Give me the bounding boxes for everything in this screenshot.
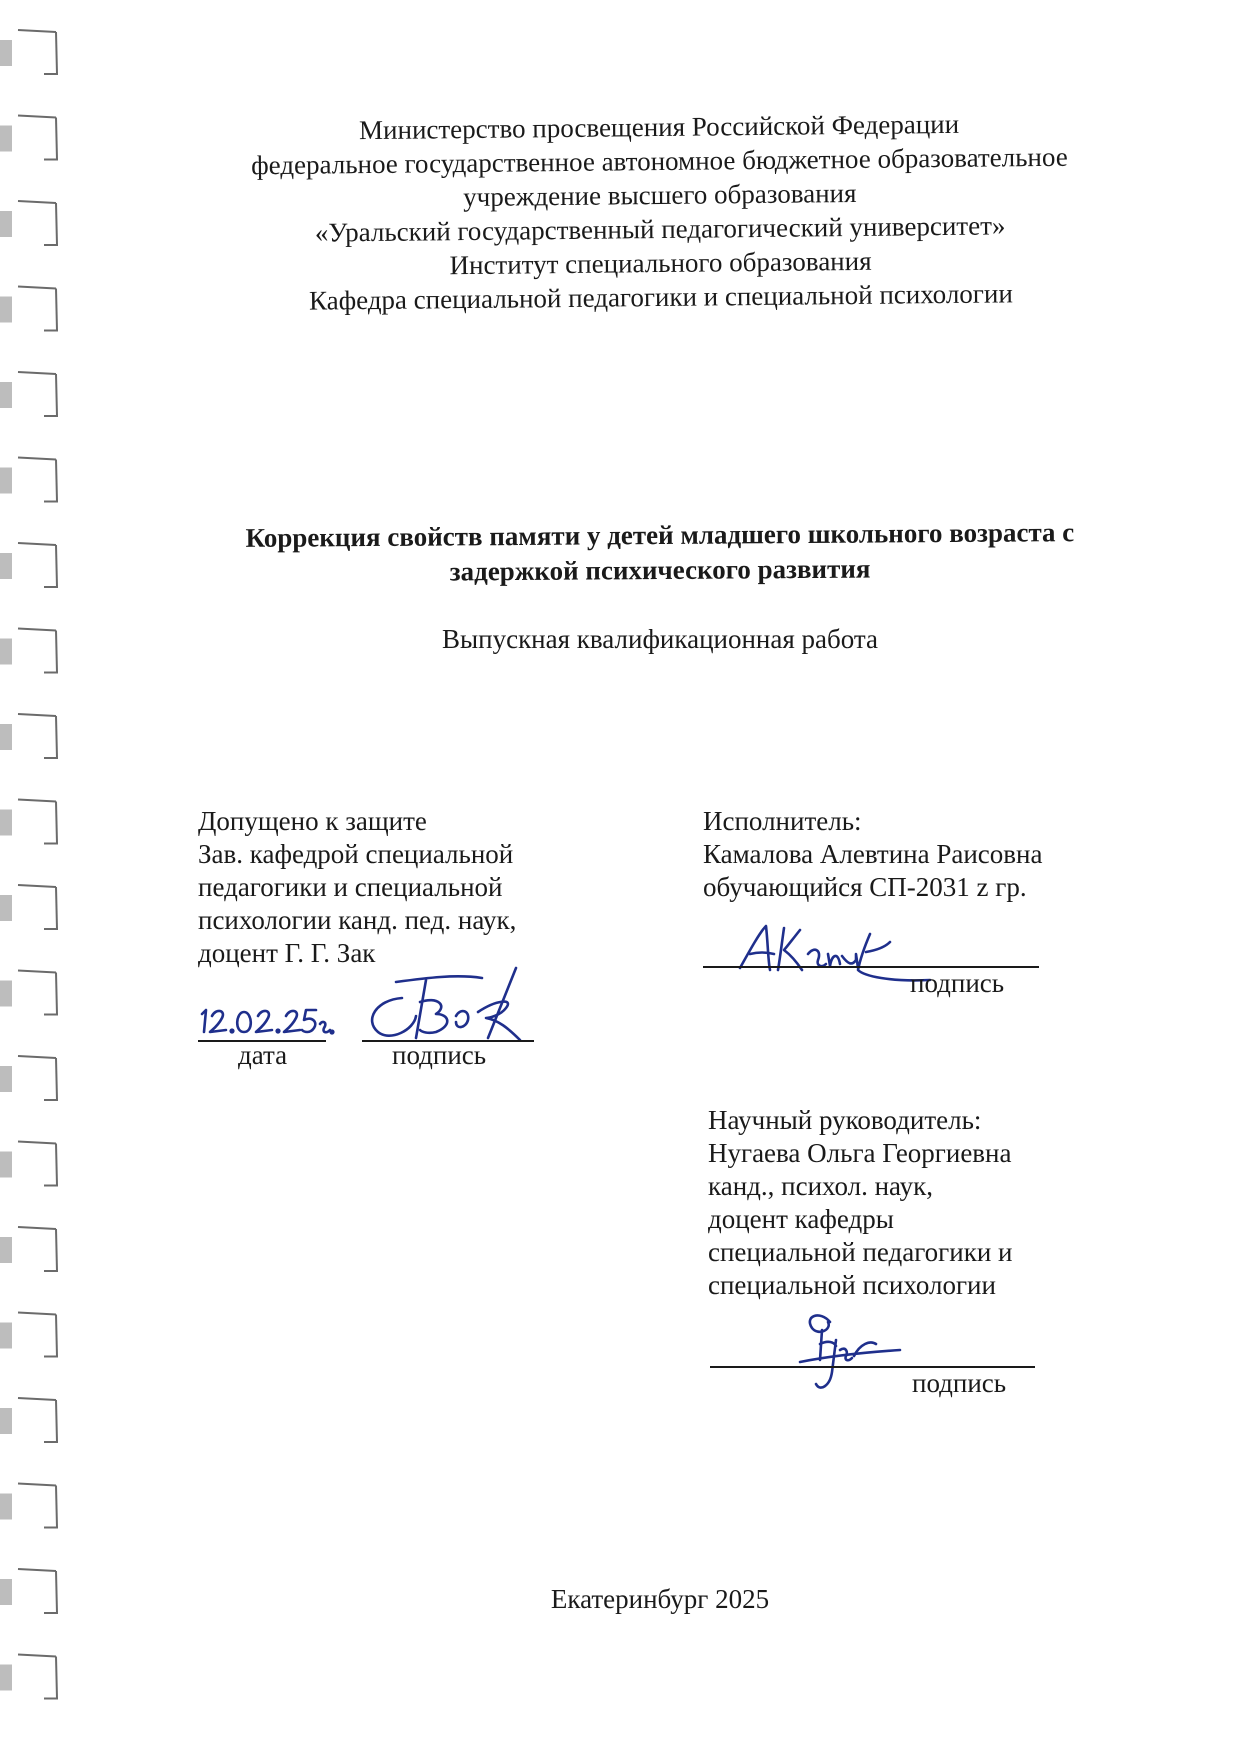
supervisor-line-3: канд., психол. наук,	[708, 1171, 934, 1201]
city-year: Екатеринбург 2025	[550, 1584, 770, 1614]
approver-signature-caption: подпись	[392, 1040, 487, 1070]
binding-hole	[0, 30, 58, 74]
spiral-binding	[0, 0, 80, 1754]
executor-line-1: Исполнитель:	[703, 806, 862, 836]
executor-line-2: Камалова Алевтина Раисовна	[703, 839, 1043, 869]
executor-block	[703, 805, 1123, 904]
binding-hole	[0, 629, 58, 673]
binding-hole	[0, 1398, 58, 1442]
approval-block	[198, 805, 618, 970]
binding-hole	[0, 1313, 58, 1357]
approver-signature	[356, 960, 556, 1050]
supervisor-signature	[790, 1300, 910, 1400]
binding-hole	[0, 116, 58, 160]
approval-line-5: доцент Г. Г. Зак	[198, 938, 376, 968]
supervisor-line-2: Нугаева Ольга Георгиевна	[708, 1138, 1012, 1168]
supervisor-line-6: специальной психологии	[708, 1270, 996, 1300]
institution-header	[189, 105, 1131, 319]
supervisor-signature-caption: подпись	[912, 1368, 1007, 1398]
supervisor-block	[708, 1104, 1128, 1302]
approval-line-2: Зав. кафедрой специальной	[198, 839, 514, 869]
approval-line-3: педагогики и специальной	[198, 872, 503, 902]
binding-hole	[0, 1227, 58, 1271]
header-line-university: «Уральский государственный педагогический университет»	[314, 210, 1006, 248]
approval-line-1: Допущено к защите	[198, 806, 427, 836]
supervisor-line-4: доцент кафедры	[708, 1204, 894, 1234]
approval-line-4: психологии канд. пед. наук,	[198, 905, 517, 935]
binding-hole	[0, 458, 58, 502]
binding-hole	[0, 714, 58, 758]
handwritten-date	[196, 998, 336, 1042]
binding-hole	[0, 1569, 58, 1613]
supervisor-line-1: Научный руководитель:	[708, 1105, 982, 1135]
binding-hole	[0, 1142, 58, 1186]
binding-hole	[0, 1056, 58, 1100]
title-line-1: Коррекция свойств памяти у детей младшего школьного возраста с	[245, 517, 1075, 553]
binding-hole	[0, 800, 58, 844]
thesis-title	[190, 515, 1130, 592]
binding-hole	[0, 287, 58, 331]
header-line-ministry: Министерство просвещения Российской Федерации	[358, 108, 960, 146]
header-line-institute: Институт специального образования	[449, 245, 872, 281]
binding-hole	[0, 1484, 58, 1528]
header-line-institution-type: федеральное государственное автономное бюджетное образовательное	[251, 141, 1068, 181]
executor-line-3: обучающийся СП-2031 z гр.	[703, 872, 1027, 902]
work-type: Выпускная квалификационная работа	[441, 624, 879, 654]
header-line-department: Кафедра специальной педагогики и специальной психологии	[308, 278, 1013, 316]
header-line-education-level: учреждение высшего образования	[463, 177, 857, 213]
executor-signature-caption: подпись	[910, 968, 1005, 998]
binding-hole	[0, 372, 58, 416]
date-caption: дата	[238, 1040, 288, 1070]
binding-hole	[0, 543, 58, 587]
binding-hole	[0, 971, 58, 1015]
executor-signature	[730, 920, 940, 990]
binding-hole	[0, 201, 58, 245]
title-line-2: задержкой психического развития	[449, 553, 871, 587]
supervisor-line-5: специальной педагогики и	[708, 1237, 1013, 1267]
binding-hole	[0, 885, 58, 929]
binding-hole	[0, 1655, 58, 1699]
